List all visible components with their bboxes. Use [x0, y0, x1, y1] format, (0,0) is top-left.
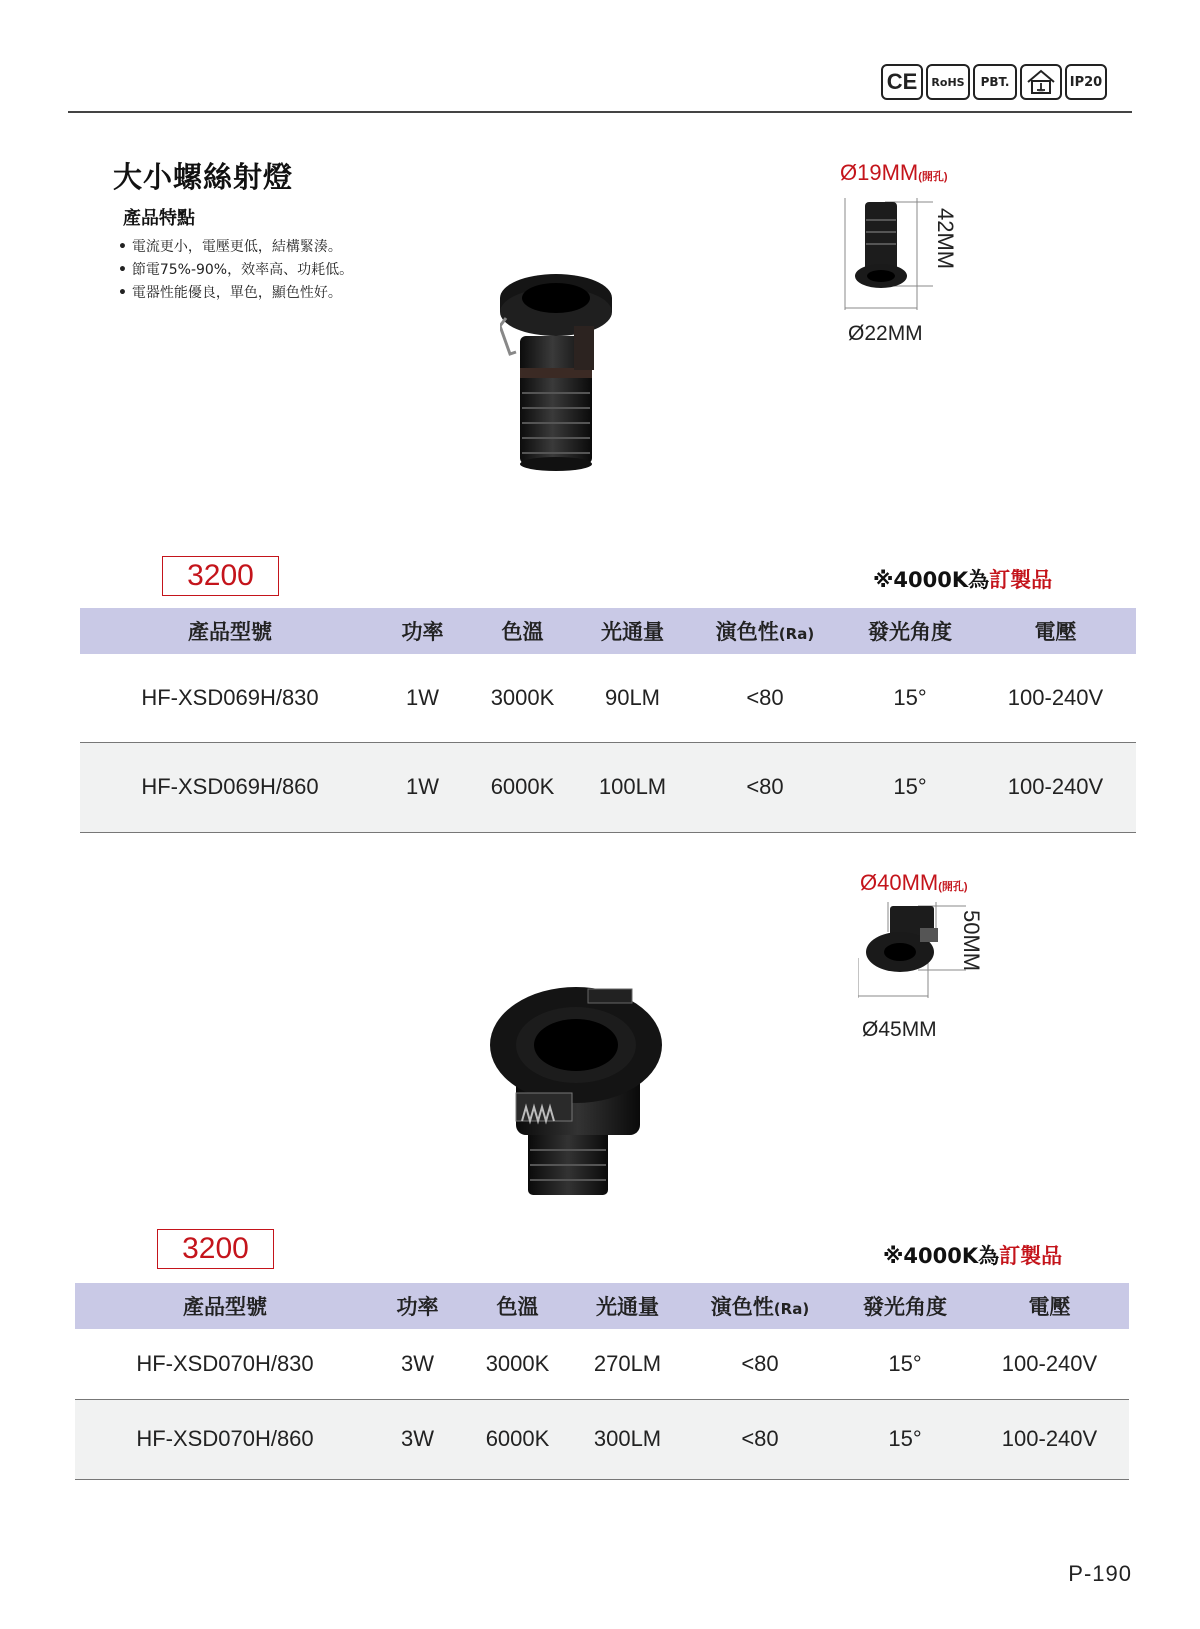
table-header-row [75, 1283, 1129, 1329]
table-row [80, 654, 1136, 742]
cell-luminous-flux: 300LM [575, 1399, 680, 1479]
height-dimension-1: 42MM [933, 208, 958, 270]
header-model: 產品型號 [80, 608, 380, 654]
cell-model: HF-XSD070H/860 [75, 1399, 375, 1479]
cell-cri: <80 [680, 1329, 840, 1399]
header-voltage: 電壓 [970, 1283, 1129, 1329]
height-dimension-2: 50MM [959, 910, 984, 972]
table-row [75, 1399, 1129, 1479]
cutout-dimension-2: Ø40MM(開孔) [860, 870, 968, 895]
spec-table-2 [75, 1283, 1129, 1480]
header-beam-angle: 發光角度 [845, 608, 975, 654]
page-number: P-190 [1068, 1561, 1132, 1586]
diameter-dimension-2: Ø45MM [862, 1018, 937, 1041]
cell-luminous-flux: 90LM [580, 654, 685, 742]
header-beam-angle: 發光角度 [840, 1283, 970, 1329]
table-row [75, 1329, 1129, 1399]
table-header-row [80, 608, 1136, 654]
header-color-temp: 色溫 [465, 608, 580, 654]
cell-color-temp: 3000K [460, 1329, 575, 1399]
feature-item: • 電流更小，電壓更低，結構緊湊。 [118, 236, 353, 259]
cell-power: 3W [375, 1399, 460, 1479]
table-row [80, 742, 1136, 832]
spec-table-1 [80, 608, 1136, 833]
cell-luminous-flux: 100LM [580, 742, 685, 832]
cell-beam-angle: 15° [845, 742, 975, 832]
ip20-badge: IP20 [1065, 64, 1107, 100]
cell-beam-angle: 15° [840, 1399, 970, 1479]
cell-color-temp: 3000K [465, 654, 580, 742]
header-voltage: 電壓 [975, 608, 1136, 654]
cell-model: HF-XSD069H/830 [80, 654, 380, 742]
cell-voltage: 100-240V [975, 742, 1136, 832]
ce-badge: CE [881, 64, 923, 100]
dimension-diagram-1 [835, 190, 935, 330]
header-power: 功率 [380, 608, 465, 654]
cell-color-temp: 6000K [465, 742, 580, 832]
cell-cri: <80 [680, 1399, 840, 1479]
pbt-badge: PBT. [973, 64, 1017, 100]
features-heading: 產品特點 [123, 208, 195, 229]
header-cri: 演色性(Ra) [685, 608, 845, 654]
feature-item: • 電器性能優良，單色，顯色性好。 [118, 282, 353, 305]
cell-beam-angle: 15° [840, 1329, 970, 1399]
header-cri: 演色性(Ra) [680, 1283, 840, 1329]
cell-beam-angle: 15° [845, 654, 975, 742]
dimension-diagram-2 [858, 898, 968, 1008]
header-model: 產品型號 [75, 1283, 375, 1329]
certification-badges [881, 64, 1107, 100]
rohs-badge: RoHS [926, 64, 970, 100]
cell-cri: <80 [685, 654, 845, 742]
cell-luminous-flux: 270LM [575, 1329, 680, 1399]
diameter-dimension-1: Ø22MM [848, 322, 923, 345]
cell-model: HF-XSD070H/830 [75, 1329, 375, 1399]
product-title: 大小螺絲射燈 [113, 160, 294, 194]
cell-power: 1W [380, 742, 465, 832]
cell-cri: <80 [685, 742, 845, 832]
cell-voltage: 100-240V [970, 1399, 1129, 1479]
cell-model: HF-XSD069H/860 [80, 742, 380, 832]
header-divider [68, 111, 1132, 113]
header-color-temp: 色溫 [460, 1283, 575, 1329]
header-luminous-flux: 光通量 [575, 1283, 680, 1329]
cell-voltage: 100-240V [970, 1329, 1129, 1399]
spotlight-small-image [500, 268, 630, 483]
header-luminous-flux: 光通量 [580, 608, 685, 654]
custom-order-note-2: ※4000K為訂製品 [883, 1244, 1063, 1268]
spotlight-large-image [488, 985, 663, 1205]
header-power: 功率 [375, 1283, 460, 1329]
product-code-box-1: 3200 [162, 556, 279, 596]
feature-list [118, 236, 353, 305]
cell-color-temp: 6000K [460, 1399, 575, 1479]
cell-voltage: 100-240V [975, 654, 1136, 742]
feature-item: • 節電75%-90%，效率高、功耗低。 [118, 259, 353, 282]
cell-power: 1W [380, 654, 465, 742]
class-ii-house-icon [1020, 64, 1062, 100]
cell-power: 3W [375, 1329, 460, 1399]
cutout-dimension-1: Ø19MM(開孔) [840, 160, 948, 185]
product-code-box-2: 3200 [157, 1229, 274, 1269]
custom-order-note-1: ※4000K為訂製品 [873, 568, 1053, 592]
